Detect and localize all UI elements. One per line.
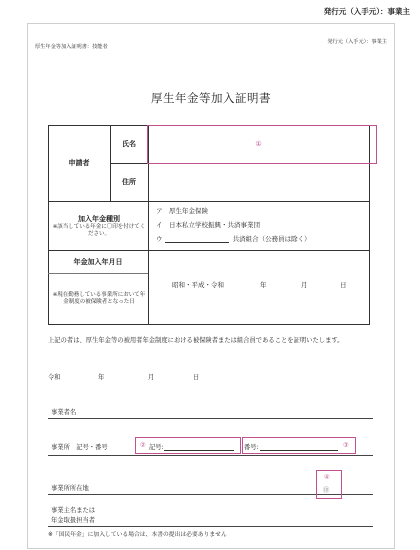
owner-label-1: 事業主名または [51,507,96,514]
certification-statement: 上記の者は、厚生年金等の被用者年金制度における被保険者または組合員であることを証明いたします。 [48,337,344,344]
issuer-top-label: 発行元（入手元）：事業主 [323,7,410,16]
bango-label: 番号: [244,444,259,451]
bango-highlight-box [242,437,356,454]
marker-4: ④ [324,474,330,481]
employer-name-line[interactable] [48,418,373,419]
enroll-date-label: 年金加入年月日 [73,257,123,266]
employer-name-label: 事業者名 [51,409,77,416]
issuer-inner-label: 発行元（入手元）：事業主 [327,39,387,45]
pension-option-c[interactable] [156,234,311,243]
marker-2: ② [140,442,146,449]
applicant-label: 申請者 [68,159,90,167]
enroll-month-label: 月 [301,281,308,289]
seal-icon: ㊞ [323,487,330,494]
owner-label-2: 年金取扱担当者 [51,517,96,524]
marker-3: ③ [343,442,349,449]
certification-date [48,372,199,381]
cert-year: 年 [98,374,105,381]
enroll-era: 昭和・平成・令和 [172,281,224,289]
page-title: 厚生年金等加入証明書 [151,91,271,105]
pension-option-c-prefix: ウ [156,235,163,243]
address-field[interactable] [148,163,369,201]
pension-type-label: 加入年金種別 [78,214,120,223]
pension-option-c-blank [165,235,229,243]
address-label: 住所 [122,178,136,186]
office-address-label: 事業所所在地 [51,485,89,492]
kigo-field[interactable] [164,450,234,451]
cert-month: 月 [148,374,155,381]
office-code-line [48,455,373,456]
certificate-sheet [27,23,395,549]
pension-option-b[interactable]: イ 日本私立学校振興・共済事業団 [156,221,260,229]
name-marker: ① [255,140,262,148]
enroll-date-note: ※現在勤務している事業所において年金制度の被保険者となった日 [52,291,146,305]
name-label: 氏名 [122,140,136,148]
cert-day: 日 [193,374,200,381]
bango-field[interactable] [260,450,338,451]
pension-type-label-cell [52,201,146,250]
pension-option-c-suffix: 共済組合（公務員は除く） [232,235,311,243]
cert-era: 令和 [48,374,61,381]
pension-type-note: ※該当している年金に〇印を付けてください。 [52,223,146,237]
name-highlight-box [147,125,377,164]
enroll-year-label: 年 [260,281,267,289]
form-label: 厚生年金等加入証明書：技能者 [35,44,108,50]
owner-line[interactable] [48,526,373,527]
table-rule [48,324,370,325]
kigo-label: 記号: [149,444,164,451]
pension-option-a[interactable]: ア 厚生年金保険 [156,207,208,215]
office-code-label: 事業所 記号・番号 [51,444,108,451]
footnote: ※「国民年金」に加入している場合は、本書の提出は必要ありません [48,532,227,538]
enroll-day-label: 日 [340,281,347,289]
